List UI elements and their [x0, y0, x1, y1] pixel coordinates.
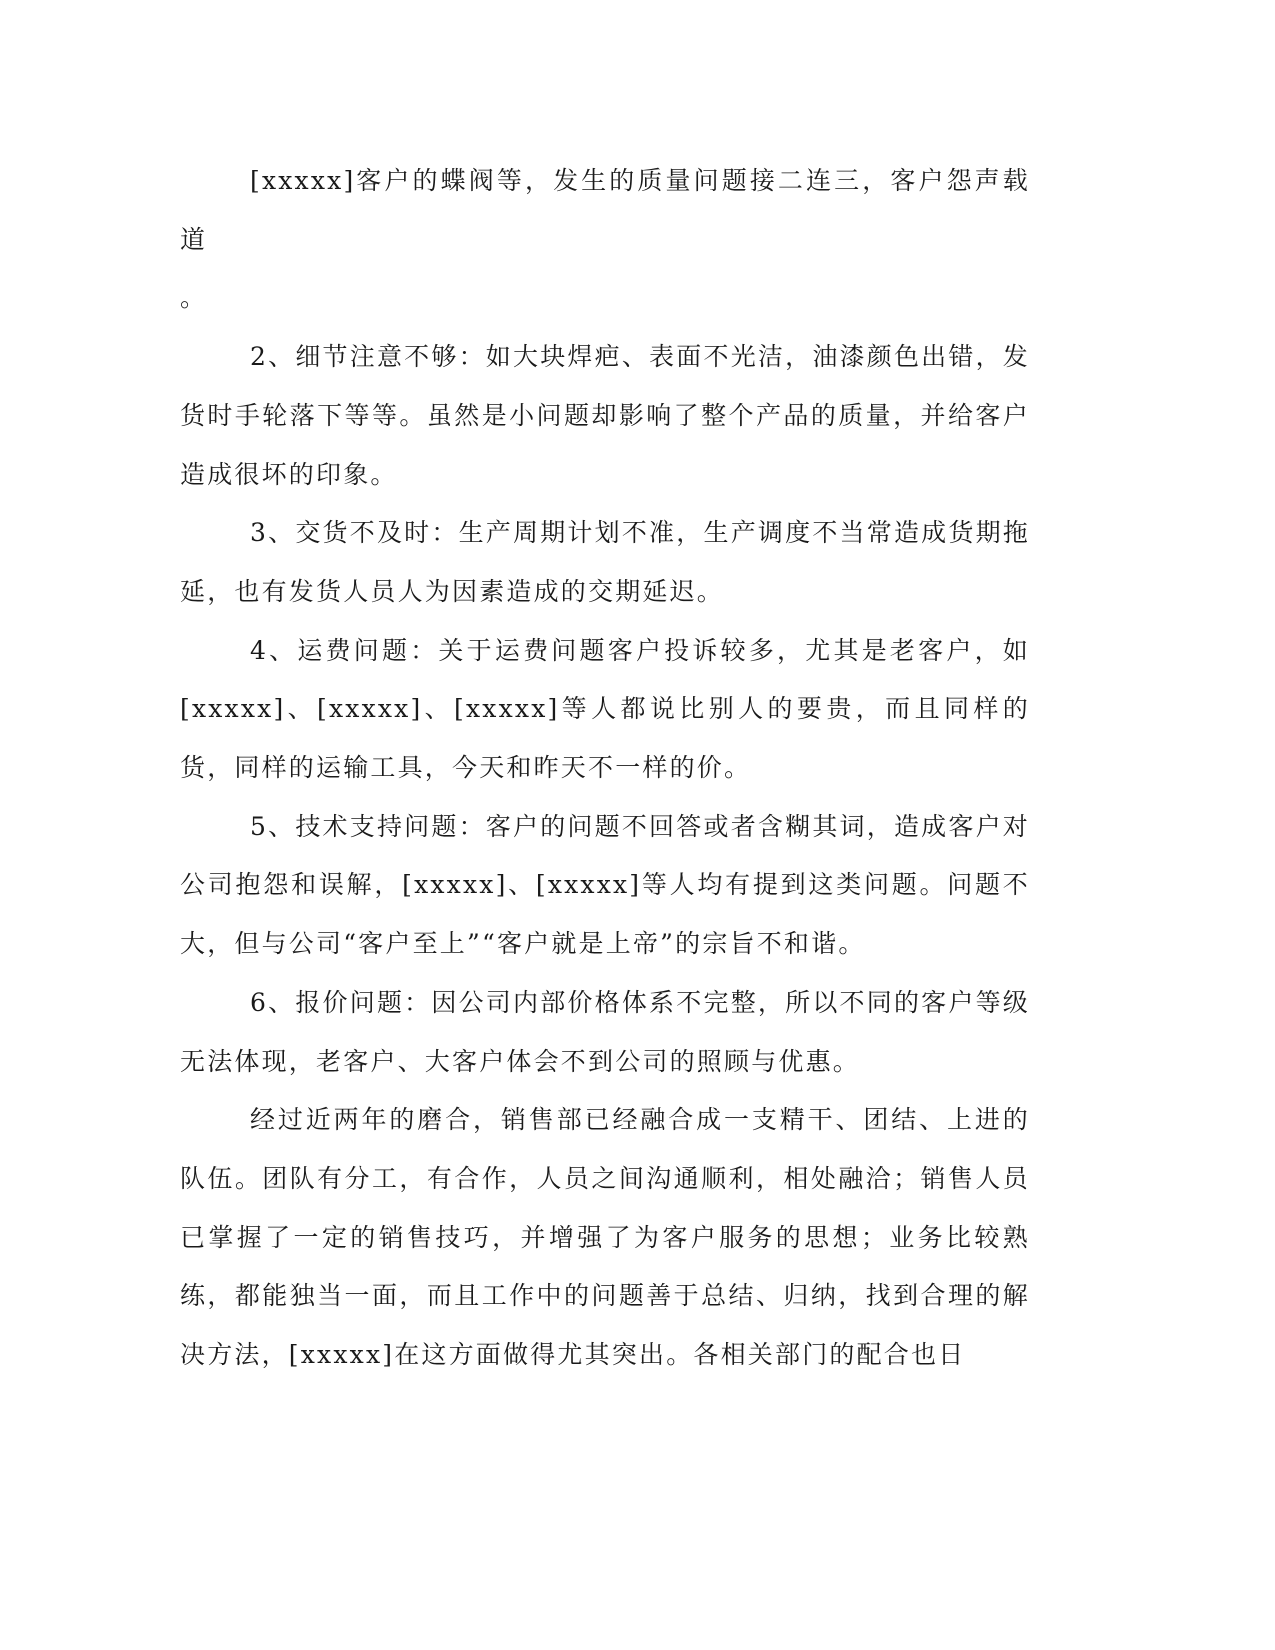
- paragraph-customer-complaints: [xxxxx]客户的蝶阀等，发生的质量问题接二连三，客户怨声载道: [180, 166, 1030, 254]
- paragraph-delivery-issues: 3、交货不及时：生产周期计划不准，生产调度不当常造成货期拖延，也有发货人员人为因素造成的交期延迟。: [180, 518, 1030, 606]
- paragraph-detail-issues: 2、细节注意不够：如大块焊疤、表面不光洁，油漆颜色出错，发货时手轮落下等等。虽然是小问题却影响了整个产品的质量，并给客户造成很坏的印象。: [180, 342, 1030, 489]
- paragraph-team-summary: 经过近两年的磨合，销售部已经融合成一支精干、团结、上进的队伍。团队有分工，有合作，人员之间沟通顺利，相处融洽；销售人员已掌握了一定的销售技巧，并增强了为客户服务的思想；业务比较熟练，都能独当一面，而且工作中的问题善于总结、归纳，找到合理的解决方法，[xxxxx]在这方面做得尤其突出。各相关部门的配合也日: [180, 1105, 1030, 1370]
- paragraph-quotation-issues: 6、报价问题：因公司内部价格体系不完整，所以不同的客户等级无法体现，老客户、大客户体会不到公司的照顾与优惠。: [180, 987, 1030, 1076]
- paragraph-tech-support-issues: 5、技术支持问题：客户的问题不回答或者含糊其词，造成客户对公司抱怨和误解，[xxxxx]、[xxxxx]等人均有提到这类问题。问题不大，但与公司“客户至上”“客户就是上帝”的宗旨不和谐。: [180, 811, 1030, 959]
- paragraph-punctuation-continuation: 。: [180, 283, 208, 313]
- paragraph-freight-issues: 4、运费问题：关于运费问题客户投诉较多，尤其是老客户，如[xxxxx]、[xxxxx]、[xxxxx]等人都说比别人的要贵，而且同样的货，同样的运输工具，今天和昨天不一样的价。: [180, 635, 1030, 783]
- document-body: [180, 152, 1030, 1385]
